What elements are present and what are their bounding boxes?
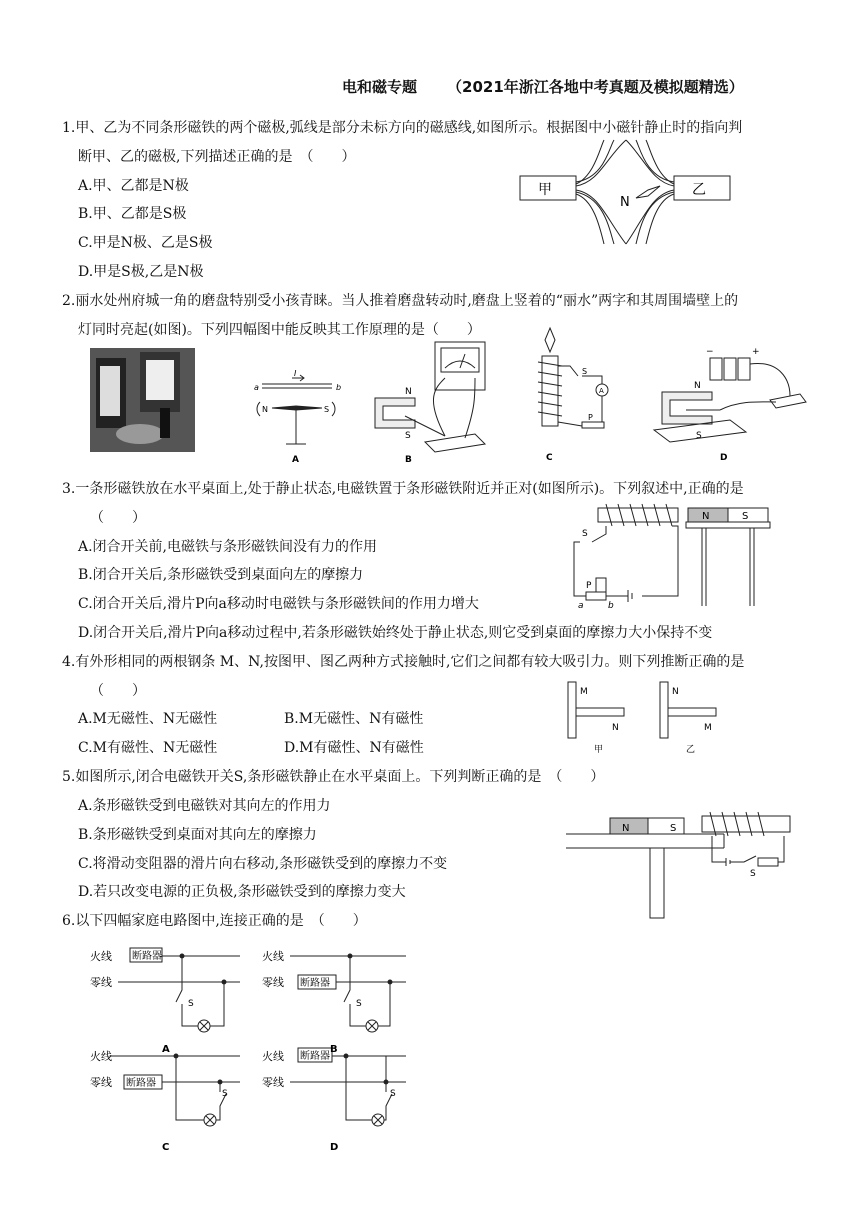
q6-circuits-figure bbox=[90, 944, 420, 1154]
fig-d-label-minus: − bbox=[706, 347, 714, 357]
q3-option-d: D.闭合开关后,滑片P向a移动过程中,若条形磁铁始终处于静止状态,则它受到桌面的摩擦力大小保持不变 bbox=[78, 625, 713, 641]
q2-figure-a bbox=[252, 366, 348, 464]
q3-stem-line1: 3.一条形磁铁放在水平桌面上,处于静止状态,电磁铁置于条形磁铁附近并正对(如图所示)。下列叙述中,正确的是 bbox=[62, 481, 744, 497]
fig3-label-p: P bbox=[586, 581, 592, 591]
fig4-caption-yi: 乙 bbox=[686, 745, 696, 755]
fig5-label-s: S bbox=[670, 823, 677, 834]
q6d-switch: S bbox=[390, 1089, 396, 1099]
q4-option-a: A.M无磁性、N无磁性 bbox=[78, 711, 218, 727]
fig5-label-switch: S bbox=[750, 869, 756, 879]
q4-stem-line1: 4.有外形相同的两根钢条 M、N,按图甲、图乙两种方式接触时,它们之间都有较大吸引力。则下列推断正确的是 bbox=[62, 654, 745, 670]
q5-option-d: D.若只改变电源的正负极,条形磁铁受到的摩擦力变大 bbox=[78, 884, 406, 900]
q3-electromagnet-figure bbox=[566, 498, 786, 610]
q2-stem-line1: 2.丽水处州府城一角的磨盘特别受小孩青睐。当人推着磨盘转动时,磨盘上竖着的“丽水”两字和其周围墙壁上的 bbox=[62, 293, 739, 309]
title-sub: （2021年浙江各地中考真题及模拟题精选） bbox=[447, 78, 744, 96]
q6c-live: 火线 bbox=[90, 1050, 112, 1063]
fig4-label-m-jia: M bbox=[580, 687, 588, 697]
fig-c-label-p: P bbox=[588, 413, 593, 422]
q6c-neutral: 零线 bbox=[90, 1076, 112, 1089]
q2-stem-line2: 灯同时亮起(如图)。下列四幅图中能反映其工作原理的是（ ） bbox=[78, 322, 481, 338]
fig-a-label-n: N bbox=[262, 405, 268, 414]
fig-b-label-s: S bbox=[405, 431, 411, 441]
q5-figure bbox=[566, 810, 794, 920]
fig3-label-s: S bbox=[742, 511, 749, 522]
q5-stem: 5.如图所示,闭合电磁铁开关S,条形磁铁静止在水平桌面上。下列判断正确的是 （ ） bbox=[62, 769, 605, 785]
q6a-breaker: 断路器 bbox=[132, 951, 162, 962]
fig-label-needle-n: N bbox=[620, 195, 630, 210]
q2-figure-b bbox=[365, 338, 495, 464]
q4-steel-bars-figure bbox=[560, 678, 750, 756]
fig-label-jia: 甲 bbox=[538, 182, 552, 198]
q2-millstone-photo bbox=[90, 348, 195, 452]
q5-option-b: B.条形磁铁受到桌面对其向左的摩擦力 bbox=[78, 827, 317, 843]
fig-c-caption: C bbox=[546, 453, 553, 463]
q1-stem-line1: 1.甲、乙为不同条形磁铁的两个磁极,弧线是部分未标方向的磁感线,如图所示。根据图中小磁针静止时的指向判 bbox=[62, 120, 743, 136]
q3-option-a: A.闭合开关前,电磁铁与条形磁铁间没有力的作用 bbox=[78, 539, 378, 555]
fig-b-label-n: N bbox=[405, 387, 412, 397]
fig4-label-n-yi: N bbox=[672, 687, 679, 697]
q1-option-b: B.甲、乙都是S极 bbox=[78, 206, 187, 222]
q1-magnetic-field-figure bbox=[514, 138, 764, 248]
fig-c-label-s: S bbox=[582, 367, 588, 376]
title-main: 电和磁专题 bbox=[342, 78, 418, 96]
q1-option-d: D.甲是S极,乙是N极 bbox=[78, 264, 204, 280]
fig-a-caption: A bbox=[292, 455, 299, 464]
fig-a-label-i: I bbox=[294, 369, 297, 378]
q6a-switch: S bbox=[188, 999, 194, 1009]
q4-option-b: B.M无磁性、N有磁性 bbox=[284, 711, 424, 727]
fig-c-label-a: A bbox=[599, 387, 604, 395]
q6c-switch: S bbox=[222, 1089, 228, 1099]
q6d-neutral: 零线 bbox=[262, 1076, 284, 1089]
page-title bbox=[342, 76, 744, 97]
fig4-label-n-jia: N bbox=[612, 723, 619, 733]
q6a-neutral: 零线 bbox=[90, 976, 112, 989]
fig4-caption-jia: 甲 bbox=[594, 745, 604, 755]
q6b-caption: B bbox=[330, 1044, 338, 1055]
fig-a-label-s: S bbox=[324, 405, 330, 414]
q4-option-d: D.M有磁性、N有磁性 bbox=[284, 740, 424, 756]
q3-option-c: C.闭合开关后,滑片P向a移动时电磁铁与条形磁铁间的作用力增大 bbox=[78, 596, 479, 612]
q6b-breaker: 断路器 bbox=[300, 978, 330, 989]
fig-b-caption: B bbox=[405, 455, 412, 464]
q6d-caption: D bbox=[330, 1142, 339, 1153]
fig3-label-b: b bbox=[608, 601, 614, 610]
fig-d-caption: D bbox=[720, 453, 728, 463]
q6d-breaker: 断路器 bbox=[300, 1051, 330, 1062]
fig-d-label-n: N bbox=[694, 381, 701, 391]
q1-option-a: A.甲、乙都是N极 bbox=[78, 178, 189, 194]
q6a-caption: A bbox=[162, 1044, 170, 1055]
q3-stem-line2: （ ） bbox=[90, 510, 146, 526]
q2-figure-c bbox=[530, 326, 630, 464]
fig4-label-m-yi: M bbox=[704, 723, 712, 733]
fig5-label-n: N bbox=[622, 823, 630, 834]
fig3-label-a: a bbox=[578, 601, 584, 610]
q6c-caption: C bbox=[162, 1142, 170, 1153]
fig-a-label-b: b bbox=[336, 383, 342, 392]
fig-d-label-plus: + bbox=[752, 347, 760, 357]
q6-stem: 6.以下四幅家庭电路图中,连接正确的是 （ ） bbox=[62, 913, 367, 929]
q3-option-b: B.闭合开关后,条形磁铁受到桌面向左的摩擦力 bbox=[78, 567, 364, 583]
fig-a-label-a: a bbox=[254, 383, 259, 392]
q6c-breaker: 断路器 bbox=[126, 1078, 156, 1089]
q6a-live: 火线 bbox=[90, 950, 112, 963]
q6b-neutral: 零线 bbox=[262, 976, 284, 989]
compass-needle bbox=[636, 186, 660, 198]
fig3-label-n: N bbox=[702, 511, 710, 522]
q6b-switch: S bbox=[356, 999, 362, 1009]
q4-stem-line2: （ ） bbox=[90, 683, 146, 699]
fig-d-label-s: S bbox=[696, 431, 702, 441]
q6b-live: 火线 bbox=[262, 950, 284, 963]
fig-label-yi: 乙 bbox=[692, 182, 706, 198]
q5-option-a: A.条形磁铁受到电磁铁对其向左的作用力 bbox=[78, 798, 331, 814]
fig3-label-switch: S bbox=[582, 529, 588, 539]
q2-figure-d bbox=[650, 340, 810, 464]
q4-option-c: C.M有磁性、N无磁性 bbox=[78, 740, 218, 756]
q1-option-c: C.甲是N极、乙是S极 bbox=[78, 235, 213, 251]
q5-option-c: C.将滑动变阻器的滑片向右移动,条形磁铁受到的摩擦力不变 bbox=[78, 856, 448, 872]
q6d-live: 火线 bbox=[262, 1050, 284, 1063]
q1-stem-line2: 断甲、乙的磁极,下列描述正确的是 （ ） bbox=[78, 149, 356, 165]
